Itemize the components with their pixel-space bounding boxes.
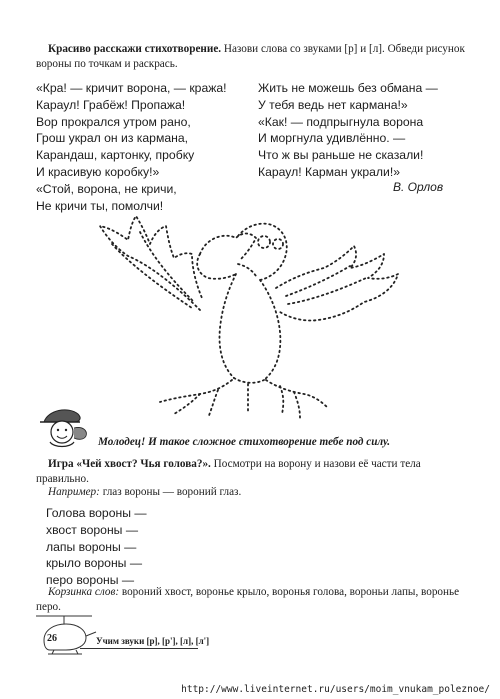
poem-author: В. Орлов bbox=[393, 180, 444, 194]
phrase-item: крыло вороны — bbox=[46, 556, 143, 571]
poem-line: Грош украл он из кармана, bbox=[36, 131, 188, 146]
phrase-item: лапы вороны — bbox=[46, 539, 137, 554]
running-title: Учим звуки [р], [р'], [л], [л'] bbox=[96, 636, 210, 646]
poem-line: «Кра! — кричит ворона, — кража! bbox=[36, 81, 227, 95]
poem-line: Караул! Карман украли!» bbox=[258, 164, 401, 179]
poem-line: Караул! Грабёж! Пропажа! bbox=[36, 97, 186, 112]
poem-line: У тебя ведь нет кармана!» bbox=[258, 97, 408, 112]
page-number: 26 bbox=[47, 633, 57, 644]
phrase-item: хвост вороны — bbox=[46, 522, 139, 537]
crow-dot-tracing-illustration bbox=[88, 208, 408, 428]
game-text: Посмотри на ворону и назови её части тела правильно. bbox=[36, 458, 421, 485]
poem-line: И красивую коробку!» bbox=[36, 164, 160, 179]
phrase-item: Голова вороны — bbox=[46, 506, 147, 520]
example-label: Например: bbox=[48, 486, 100, 498]
instruction-bold: Красиво расскажи стихотворение. bbox=[48, 43, 222, 55]
word-basket-text: вороний хвост, воронье крыло, воронья голова, вороньи лапы, воронье перо. bbox=[36, 586, 460, 613]
poem-line: И моргнула удивлённо. — bbox=[258, 131, 406, 146]
poem-left-column bbox=[36, 80, 227, 214]
word-basket-label: Корзинка слов: bbox=[48, 586, 120, 598]
example-text: глаз вороны — вороний глаз. bbox=[99, 486, 242, 498]
praise-text: Молодец! И такое сложное стихотворение тебе под силу. bbox=[98, 436, 391, 448]
poem-line: Что ж вы раньше не сказали! bbox=[258, 148, 424, 163]
example bbox=[48, 486, 241, 498]
game-title: Игра «Чей хвост? Чья голова?». bbox=[48, 458, 211, 470]
watermark-url: http://www.liveinternet.ru/users/moim_vnukam_poleznoe/ bbox=[181, 684, 490, 695]
footer-divider bbox=[80, 648, 198, 649]
word-basket bbox=[36, 585, 472, 615]
poem-line: «Стой, ворона, не кричи, bbox=[36, 181, 177, 196]
game-instruction bbox=[36, 457, 472, 487]
instruction bbox=[36, 42, 472, 72]
poem-line: Не кричи ты, помолчи! bbox=[36, 198, 164, 213]
phrase-list bbox=[46, 505, 147, 589]
child-character-illustration bbox=[34, 404, 94, 450]
poem-right-column bbox=[258, 80, 438, 181]
helicopter-icon bbox=[30, 610, 98, 658]
phrase-item: перо вороны — bbox=[46, 573, 135, 588]
poem-line: Вор прокрался утром рано, bbox=[36, 114, 191, 129]
instruction-text: Назови слова со звуками [р] и [л]. Обведи рисунок вороны по точкам и раскрась. bbox=[36, 43, 465, 70]
poem-line: Жить не можешь без обмана — bbox=[258, 81, 438, 95]
poem-line: «Как! — подпрыгнула ворона bbox=[258, 114, 424, 129]
poem-line: Карандаш, картонку, пробку bbox=[36, 148, 195, 163]
